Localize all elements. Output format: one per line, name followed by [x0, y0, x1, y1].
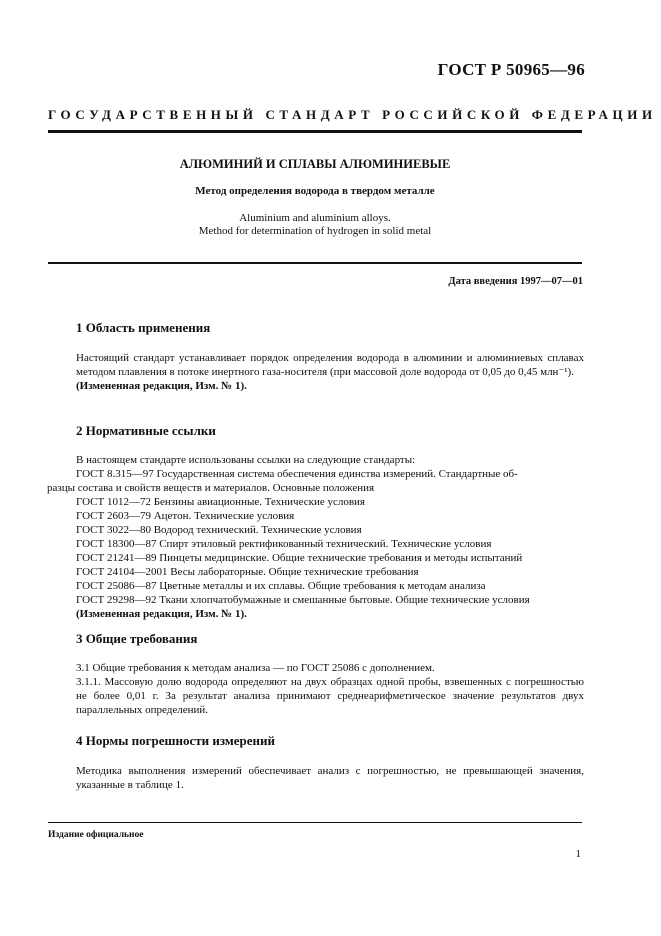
ref-item: ГОСТ 25086—87 Цветные металлы и их сплавы. Общие требования к методам анализа — [76, 580, 486, 592]
section1-heading: 1 Область применения — [76, 320, 211, 335]
section2-body — [47, 453, 584, 621]
section3-heading: 3 Общие требования — [76, 631, 198, 646]
section3-para2: 3.1.1. Массовую долю водорода определяют на двух образцах одной пробы, взвешенных с погрешностью не более 0,01 г. За результат анализа принимают среднеарифметическое значение результатов двух параллельных определений. — [76, 676, 584, 716]
section1-amendment: (Измененная редакция, Изм. № 1). — [76, 380, 247, 392]
page-number: 1 — [575, 848, 581, 860]
official-edition-label: Издание официальное — [48, 830, 144, 840]
section3-body — [76, 661, 584, 717]
standard-code: ГОСТ Р 50965—96 — [437, 60, 585, 79]
introduction-date: Дата введения 1997—07—01 — [448, 276, 583, 287]
english-title-line2: Method for determination of hydrogen in solid metal — [198, 225, 432, 237]
ref-item: разцы состава и свойств веществ и материалов. Основные положения — [47, 482, 375, 494]
ref-item: ГОСТ 8.315—97 Государственная система обеспечения единства измерений. Стандартные об- — [76, 468, 518, 480]
ref-item: ГОСТ 3022—80 Водород технический. Технические условия — [76, 524, 362, 536]
english-title — [48, 212, 582, 238]
ref-item: ГОСТ 24104—2001 Весы лабораторные. Общие технические требования — [76, 566, 419, 578]
section4-text: Методика выполнения измерений обеспечивает анализ с погрешностью, не превышающей значения, указанные в таблице 1. — [76, 765, 584, 791]
title-divider — [48, 262, 582, 264]
section2-heading: 2 Нормативные ссылки — [76, 423, 216, 438]
ref-item: ГОСТ 21241—89 Пинцеты медицинские. Общие технические требования и методы испытаний — [76, 552, 523, 564]
section4-body — [76, 764, 584, 792]
top-divider — [48, 130, 582, 133]
ref-item: ГОСТ 1012—72 Бензины авиационные. Технические условия — [76, 496, 365, 508]
document-title: АЛЮМИНИЙ И СПЛАВЫ АЛЮМИНИЕВЫЕ — [179, 157, 451, 171]
section3-para1: 3.1 Общие требования к методам анализа — по ГОСТ 25086 с дополнением. — [76, 662, 435, 674]
ref-item: ГОСТ 18300—87 Спирт этиловый ректификованный технический. Технические условия — [76, 538, 492, 550]
document-subtitle: Метод определения водорода в твердом металле — [195, 185, 435, 197]
section2-intro: В настоящем стандарте использованы ссылки на следующие стандарты: — [76, 454, 416, 466]
section4-heading: 4 Нормы погрешности измерений — [76, 733, 276, 748]
state-standard-banner: ГОСУДАРСТВЕННЫЙ СТАНДАРТ РОССИЙСКОЙ ФЕДЕРАЦИИ — [48, 107, 657, 122]
section2-amendment: (Измененная редакция, Изм. № 1). — [76, 608, 247, 620]
footer-divider — [48, 822, 582, 823]
ref-item: ГОСТ 2603—79 Ацетон. Технические условия — [76, 510, 295, 522]
section1-body — [76, 351, 584, 393]
english-title-line1: Aluminium and aluminium alloys. — [239, 212, 391, 224]
ref-item: ГОСТ 29298—92 Ткани хлопчатобумажные и смешанные бытовые. Общие технические условия — [76, 594, 530, 606]
section1-text: Настоящий стандарт устанавливает порядок определения водорода в алюминии и алюминиевых сплавах методом плавления в потоке инертного газа-носителя (при массовой доле водорода от 0,05 до 0,45 млн⁻¹). — [76, 352, 584, 378]
